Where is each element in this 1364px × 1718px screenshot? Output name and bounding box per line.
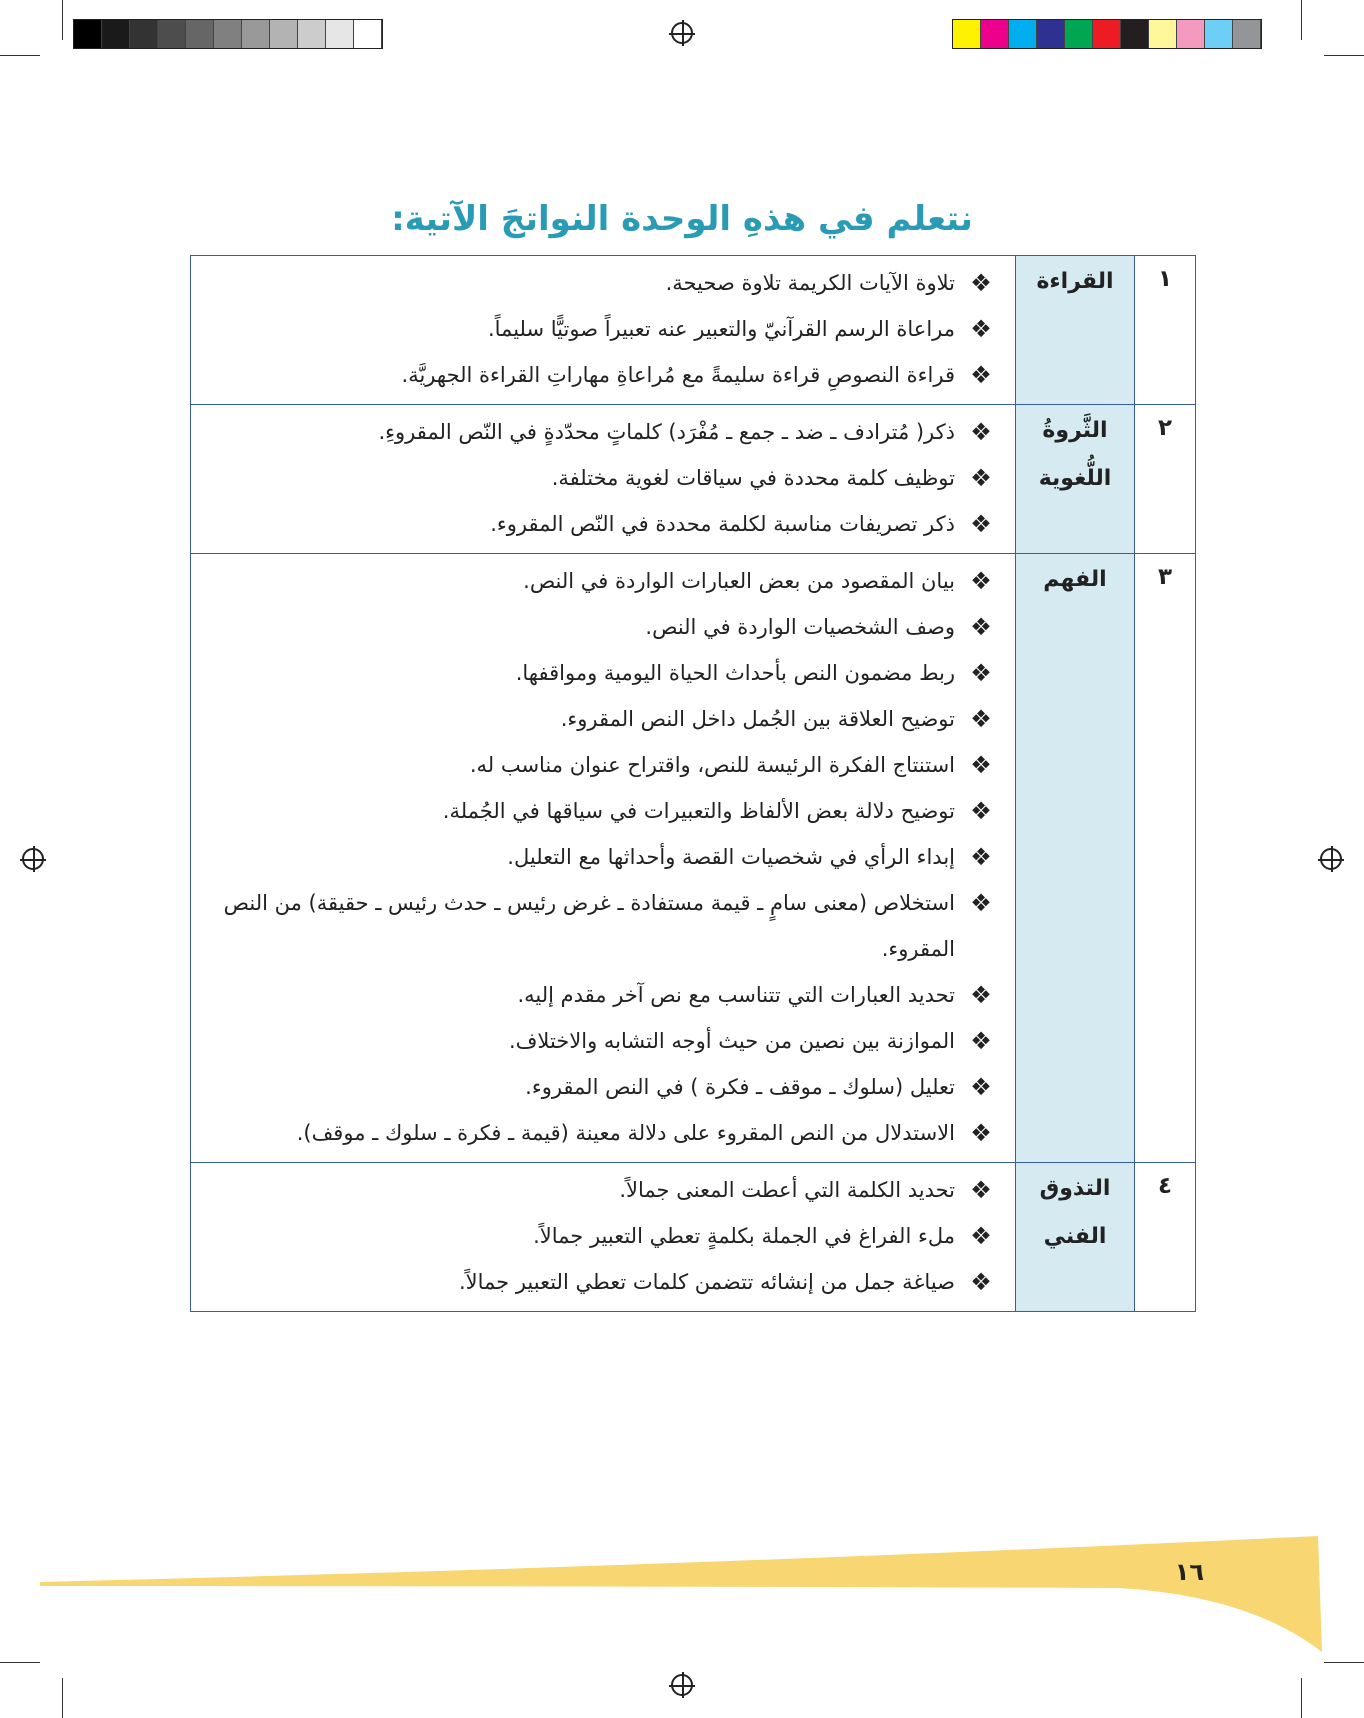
outcome-text: ذكر تصريفات مناسبة لكلمة محددة في النّص المقروء. [490, 512, 955, 536]
greyscale-swatch [270, 20, 298, 48]
color-swatch [1121, 20, 1149, 48]
outcome-item [199, 788, 1007, 834]
diamond-bullet-icon: ❖ [970, 889, 992, 917]
outcome-item [199, 1018, 1007, 1064]
crop-mark [1324, 1662, 1364, 1663]
greyscale-swatch [242, 20, 270, 48]
crop-mark [62, 0, 63, 40]
outcome-item [199, 834, 1007, 880]
outcome-text: ذكر( مُترادف ـ ضد ـ جمع ـ مُفْرَد) كلماتٍ محدّدةٍ في النّص المقروءِ. [378, 420, 955, 444]
diamond-bullet-icon: ❖ [970, 315, 992, 343]
greyscale-swatch [74, 20, 102, 48]
outcome-text: توضيح دلالة بعض الألفاظ والتعبيرات في سياقها في الجُملة. [442, 799, 955, 823]
outcome-item [199, 604, 1007, 650]
outcome-list [191, 405, 1016, 554]
diamond-bullet-icon: ❖ [970, 1268, 992, 1296]
outcome-text: استنتاج الفكرة الرئيسة للنص، واقتراح عنوان مناسب له. [469, 753, 955, 777]
registration-mark-right-icon [1320, 848, 1342, 870]
color-swatch [953, 20, 981, 48]
diamond-bullet-icon: ❖ [970, 843, 992, 871]
diamond-bullet-icon: ❖ [970, 418, 992, 446]
outcome-text: توظيف كلمة محددة في سياقات لغوية مختلفة. [551, 466, 955, 490]
color-swatch [1233, 20, 1261, 48]
skill-area: القراءة [1016, 256, 1135, 405]
diamond-bullet-icon: ❖ [970, 751, 992, 779]
page-number: ١٦ [1174, 1558, 1204, 1586]
outcome-text: تلاوة الآيات الكريمة تلاوة صحيحة. [665, 271, 955, 295]
color-swatch [1093, 20, 1121, 48]
color-swatch [1037, 20, 1065, 48]
outcome-text: ملء الفراغ في الجملة بكلمةٍ تعطي التعبير جمالاً. [533, 1224, 955, 1248]
outcome-text: الاستدلال من النص المقروء على دلالة معينة (قيمة ـ فكرة ـ سلوك ـ موقف). [296, 1121, 955, 1145]
row-number: ٢ [1135, 405, 1196, 554]
diamond-bullet-icon: ❖ [970, 981, 992, 1009]
outcome-item [199, 1064, 1007, 1110]
outcome-row [191, 256, 1196, 405]
crop-mark [0, 55, 40, 56]
outcome-item [199, 352, 1007, 398]
diamond-bullet-icon: ❖ [970, 361, 992, 389]
greyscale-swatch [186, 20, 214, 48]
outcome-row [191, 1163, 1196, 1312]
greyscale-swatch [130, 20, 158, 48]
outcome-row [191, 405, 1196, 554]
registration-mark-top-icon [671, 22, 693, 44]
outcome-list [191, 1163, 1016, 1312]
outcome-text: صياغة جمل من إنشائه تتضمن كلمات تعطي التعبير جمالاً. [458, 1270, 955, 1294]
footer-band [0, 1536, 1364, 1656]
skill-area: الثَّروةُ اللُّغوية [1016, 405, 1135, 554]
outcome-item [199, 742, 1007, 788]
outcome-item [199, 501, 1007, 547]
diamond-bullet-icon: ❖ [970, 1176, 992, 1204]
greyscale-swatch [158, 20, 186, 48]
outcome-item [199, 409, 1007, 455]
outcome-text: تحديد الكلمة التي أعطت المعنى جمالاً. [619, 1178, 955, 1202]
outcome-item [199, 260, 1007, 306]
color-swatch [1065, 20, 1093, 48]
color-swatch [981, 20, 1009, 48]
outcome-text: مراعاة الرسم القرآنيّ والتعبير عنه تعبيراً صوتيًّا سليماً. [487, 317, 955, 341]
registration-mark-left-icon [22, 848, 44, 870]
outcome-text: ربط مضمون النص بأحداث الحياة اليومية ومواقفها. [515, 661, 955, 685]
outcome-item [199, 1213, 1007, 1259]
skill-area: التذوق الفني [1016, 1163, 1135, 1312]
crop-mark [1301, 0, 1302, 40]
outcome-item [199, 558, 1007, 604]
greyscale-calibration-bar [73, 19, 383, 49]
outcome-item [199, 1259, 1007, 1305]
crop-mark [62, 1678, 63, 1718]
outcome-item [199, 1167, 1007, 1213]
diamond-bullet-icon: ❖ [970, 567, 992, 595]
diamond-bullet-icon: ❖ [970, 1222, 992, 1250]
outcome-text: الموازنة بين نصين من حيث أوجه التشابه والاختلاف. [508, 1029, 955, 1053]
crop-mark [0, 1662, 40, 1663]
outcome-text: استخلاص (معنى سامٍ ـ قيمة مستفادة ـ غرض رئيس ـ حدث رئيس ـ حقيقة) من النص المقروء. [223, 891, 955, 961]
greyscale-swatch [354, 20, 382, 48]
diamond-bullet-icon: ❖ [970, 464, 992, 492]
outcome-item [199, 880, 1007, 972]
outcome-text: قراءة النصوصِ قراءة سليمةً مع مُراعاةِ مهاراتِ القراءة الجهريَّة. [401, 363, 955, 387]
outcome-item [199, 650, 1007, 696]
learning-outcomes-table [190, 255, 1196, 1312]
row-number: ١ [1135, 256, 1196, 405]
diamond-bullet-icon: ❖ [970, 1073, 992, 1101]
greyscale-swatch [214, 20, 242, 48]
greyscale-swatch [102, 20, 130, 48]
diamond-bullet-icon: ❖ [970, 659, 992, 687]
row-number: ٣ [1135, 554, 1196, 1163]
diamond-bullet-icon: ❖ [970, 797, 992, 825]
row-number: ٤ [1135, 1163, 1196, 1312]
page-title: نتعلم في هذهِ الوحدة النواتجَ الآتية: [391, 198, 973, 239]
color-swatch [1177, 20, 1205, 48]
outcome-list [191, 554, 1016, 1163]
skill-area: الفهم [1016, 554, 1135, 1163]
greyscale-swatch [326, 20, 354, 48]
color-swatch [1205, 20, 1233, 48]
diamond-bullet-icon: ❖ [970, 1027, 992, 1055]
outcome-item [199, 306, 1007, 352]
outcome-item [199, 455, 1007, 501]
diamond-bullet-icon: ❖ [970, 269, 992, 297]
diamond-bullet-icon: ❖ [970, 510, 992, 538]
outcome-item [199, 972, 1007, 1018]
greyscale-swatch [298, 20, 326, 48]
crop-mark [1324, 55, 1364, 56]
outcome-item [199, 1110, 1007, 1156]
outcome-row [191, 554, 1196, 1163]
diamond-bullet-icon: ❖ [970, 1119, 992, 1147]
outcome-text: بيان المقصود من بعض العبارات الواردة في النص. [523, 569, 955, 593]
color-calibration-bar [952, 19, 1262, 49]
outcome-text: تحديد العبارات التي تتناسب مع نص آخر مقدم إليه. [517, 983, 955, 1007]
registration-mark-bottom-icon [671, 1674, 693, 1696]
color-swatch [1149, 20, 1177, 48]
diamond-bullet-icon: ❖ [970, 613, 992, 641]
outcome-text: إبداء الرأي في شخصيات القصة وأحداثها مع التعليل. [507, 845, 955, 869]
outcome-text: وصف الشخصيات الواردة في النص. [645, 615, 955, 639]
outcome-item [199, 696, 1007, 742]
diamond-bullet-icon: ❖ [970, 705, 992, 733]
outcome-text: تعليل (سلوك ـ موقف ـ فكرة ) في النص المقروء. [525, 1075, 955, 1099]
color-swatch [1009, 20, 1037, 48]
outcome-text: توضيح العلاقة بين الجُمل داخل النص المقروء. [560, 707, 955, 731]
crop-mark [1301, 1678, 1302, 1718]
outcome-list [191, 256, 1016, 405]
